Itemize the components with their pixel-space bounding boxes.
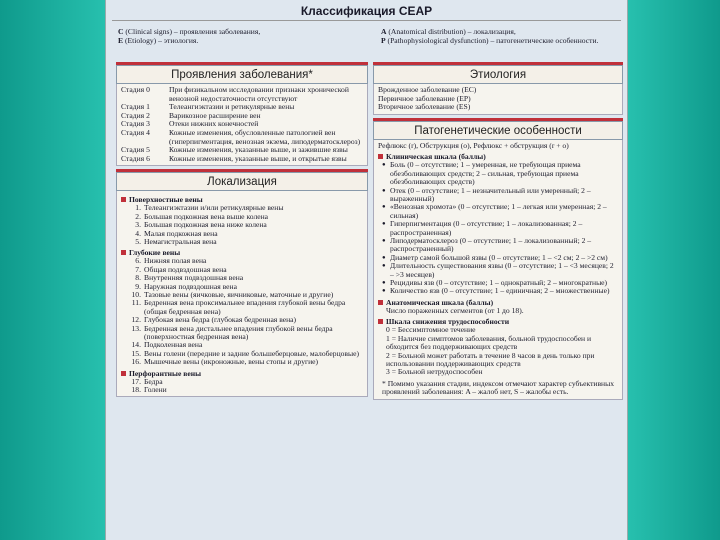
bullet-icon: ● — [382, 288, 386, 295]
clinical-item-text: Длительность существования язвы (0 – отсутствие; 1 – <3 месяцев; 2 – >3 месяцев) — [390, 261, 614, 279]
stage-description: Кожные изменения, указанные выше, и открытые язвы — [169, 153, 347, 163]
stage-label: Стадия 2 — [121, 110, 150, 120]
stage-label: Стадия 5 — [121, 145, 150, 155]
left-column — [116, 65, 368, 397]
manifestations-panel — [116, 84, 368, 166]
item-number: 9. — [135, 281, 141, 291]
item-text: Телеангиэктазии и/или ретикулярные вены — [144, 203, 284, 213]
bullet-icon: ● — [382, 254, 386, 261]
bullet-icon: ● — [382, 187, 386, 194]
clinical-item — [378, 287, 618, 295]
localization-item — [121, 358, 363, 366]
item-number: 2. — [135, 211, 141, 221]
item-number: 8. — [135, 273, 141, 283]
localization-item — [121, 325, 363, 342]
disability-item: 3 = Больной нетрудоспособен — [386, 367, 483, 377]
etiology-item: Вторичное заболевание (ES) — [378, 102, 471, 112]
stage-row — [121, 86, 363, 103]
item-text: Глубокая вена бедра (глубокая бедренная вена) — [144, 315, 297, 325]
etiology-header: Этиология — [373, 65, 623, 84]
item-number: 5. — [135, 236, 141, 246]
clinical-item-text: Отек (0 – отсутствие; 1 – незначительный или умеренный; 2 – выраженный) — [390, 185, 591, 203]
item-number: 10. — [131, 290, 141, 299]
anatomic-scale-text: Число пораженных сегментов (от 1 до 18). — [386, 305, 524, 315]
clinical-item-text: Гиперпигментация (0 – отсутствие; 1 – локализованная; 2 – распространенная) — [390, 219, 583, 237]
pathogenesis-header: Патогенетические особенности — [373, 121, 623, 140]
item-number: 15. — [131, 348, 141, 358]
item-text: Подколенная вена — [144, 340, 203, 350]
clinical-item-text: Количество язв (0 – отсутствие; 1 – единичная; 2 – множественные) — [390, 286, 610, 296]
localization-item — [121, 386, 363, 394]
localization-panel — [116, 191, 368, 397]
page-title: Классификация CEAP — [300, 4, 433, 18]
stage-label: Стадия 0 — [121, 85, 150, 94]
item-text: Нижняя полая вена — [144, 256, 207, 266]
right-background-band — [628, 0, 720, 540]
left-background-band — [0, 0, 105, 540]
clinical-item — [378, 187, 618, 204]
clinical-item-text: Диаметр самой большой язвы (0 – отсутствие; 1 – <2 см; 2 – >2 см) — [390, 252, 608, 262]
disability-item: 1 = Наличие симптомов заболевания, больной трудоспособен и обходится без поддерживающих средств — [386, 333, 592, 352]
clinical-item-text: «Венозная хромота» (0 – отсутствие; 1 – легкая или умеренная; 2 – сильная) — [390, 202, 607, 220]
clinical-item — [378, 237, 618, 254]
clinical-item — [378, 161, 618, 186]
item-number: 4. — [135, 228, 141, 238]
item-number: 11. — [131, 298, 141, 308]
item-text: Общая подвздошная вена — [144, 264, 227, 274]
etiology-item: Врожденное заболевание (EC) — [378, 85, 477, 94]
stage-description: Кожные изменения, указанные выше, и зажившие язвы — [169, 145, 348, 155]
item-text: Бедренная вена проксимальнее впадения глубокой вены бедра (общая бедренная вена) — [144, 298, 346, 316]
intro-right — [381, 27, 621, 45]
intro-line: E (Etiology) – этиология. — [118, 36, 199, 45]
footnote: * Помимо указания стадии, индексом отмечают характер субъективных проявлений заболевания: A – жалоб нет, S – жалобы есть. — [382, 378, 615, 397]
anatomic-scale-title: Анатомическая шкала (баллы) — [378, 298, 618, 307]
clinical-item-text: Рецидивы язв (0 – отсутствие; 1 – однократный; 2 – многократные) — [390, 278, 608, 288]
localization-header: Локализация — [116, 172, 368, 191]
item-text: Наружная подвздошная вена — [144, 281, 237, 291]
pathogenesis-panel — [373, 140, 623, 400]
manifestations-header: Проявления заболевания* — [116, 65, 368, 84]
item-number: 12. — [131, 315, 141, 325]
stage-description: Кожные изменения, обусловленные патологией вен (гиперпигментация, венозная экзема, липодерматосклероз) — [169, 127, 361, 146]
bullet-icon: ● — [382, 204, 386, 211]
item-number: 1. — [135, 203, 141, 213]
stage-label: Стадия 1 — [121, 102, 150, 112]
etiology-item: Первичное заболевание (EP) — [378, 93, 471, 103]
stage-row — [121, 155, 363, 164]
group-title-text: Перфорантные вены — [129, 368, 202, 378]
etiology-panel — [373, 84, 623, 115]
bullet-icon: ● — [382, 280, 386, 287]
bullet-icon: ● — [382, 238, 386, 245]
stage-description: Варикозное расширение вен — [169, 110, 261, 120]
stage-description: Отеки нижних конечностей — [169, 119, 259, 129]
item-number: 13. — [131, 323, 141, 333]
disability-scale-title: Шкала снижения трудоспособности — [378, 317, 618, 326]
stage-label: Стадия 3 — [121, 119, 150, 129]
bullet-icon: ● — [382, 263, 386, 270]
stage-label: Стадия 6 — [121, 153, 150, 163]
clinical-item-text: Боль (0 – отсутствие; 1 – умеренная, не требующая приема обезболивающих средств; 2 – сильная, требующая приема обезболивающих средств) — [390, 160, 581, 187]
item-text: Бедра — [144, 376, 163, 386]
pathogenesis-intro: Рефлюкс (r), Обструкция (o), Рефлюкс + обструкция (r + o) — [378, 140, 569, 150]
item-number: 17. — [131, 376, 141, 386]
clinical-item-text: Липодерматосклероз (0 – отсутствие; 1 – локализованный; 2 – распространенный) — [390, 236, 592, 254]
item-number: 6. — [135, 256, 141, 266]
clinical-item — [378, 262, 618, 279]
item-text: Внутренняя подвздошная вена — [144, 273, 244, 283]
intro-left — [118, 27, 358, 45]
document-page — [105, 0, 628, 540]
item-number: 14. — [131, 340, 141, 350]
item-number: 16. — [131, 357, 141, 367]
stage-description: Телеангиэктазии и ретикулярные вены — [169, 102, 295, 112]
item-text: Малая подкожная вена — [144, 228, 218, 238]
item-text: Немагистральная вена — [144, 236, 217, 246]
stage-description: При физикальном исследовании признаки хронической венозной недостаточности отсутствуют — [169, 85, 349, 103]
intro-line: C (Clinical signs) – проявления заболевания, — [118, 27, 261, 36]
item-text: Тазовые вены (яичковые, яичниковые, маточные и другие) — [144, 290, 334, 299]
item-text: Большая подкожная вена выше колена — [144, 211, 269, 221]
bullet-icon: ● — [382, 162, 386, 169]
clinical-item — [378, 220, 618, 237]
item-text: Большая подкожная вена ниже колена — [144, 220, 267, 230]
intro-line: P (Pathophysiological dysfunction) – патогенетические особенности. — [381, 36, 599, 45]
right-column — [373, 65, 623, 400]
item-number: 7. — [135, 264, 141, 274]
group-title-text: Глубокие вены — [129, 248, 181, 258]
bullet-icon: ● — [382, 221, 386, 228]
item-number: 3. — [135, 220, 141, 230]
clinical-item — [378, 203, 618, 220]
item-text: Вены голени (передние и задние большеберцовые, малоберцовые) — [144, 348, 360, 358]
item-text: Бедренная вена дистальнее впадения глубокой вены бедра (поверхностная бедренная вена) — [144, 323, 333, 342]
stage-row — [121, 129, 363, 146]
intro-line: A (Anatomical distribution) – локализация, — [381, 27, 516, 36]
title-divider — [112, 20, 621, 21]
group-title-text: Поверхностные вены — [129, 195, 203, 205]
clinical-scale-title: Клиническая шкала (баллы) — [378, 152, 618, 161]
stage-label: Стадия 4 — [121, 127, 150, 137]
disability-item: 0 = Бессимптомное течение — [386, 325, 476, 335]
item-text: Мышечные вены (икроножные, вены стопы и другие) — [144, 357, 319, 367]
localization-item — [121, 238, 363, 246]
item-text: Голени — [144, 385, 167, 395]
localization-item — [121, 299, 363, 316]
disability-item: 2 = Больной может работать в течение 8 часов в день только при использовании поддерживающих средств — [386, 350, 595, 368]
item-number: 18. — [131, 385, 141, 395]
